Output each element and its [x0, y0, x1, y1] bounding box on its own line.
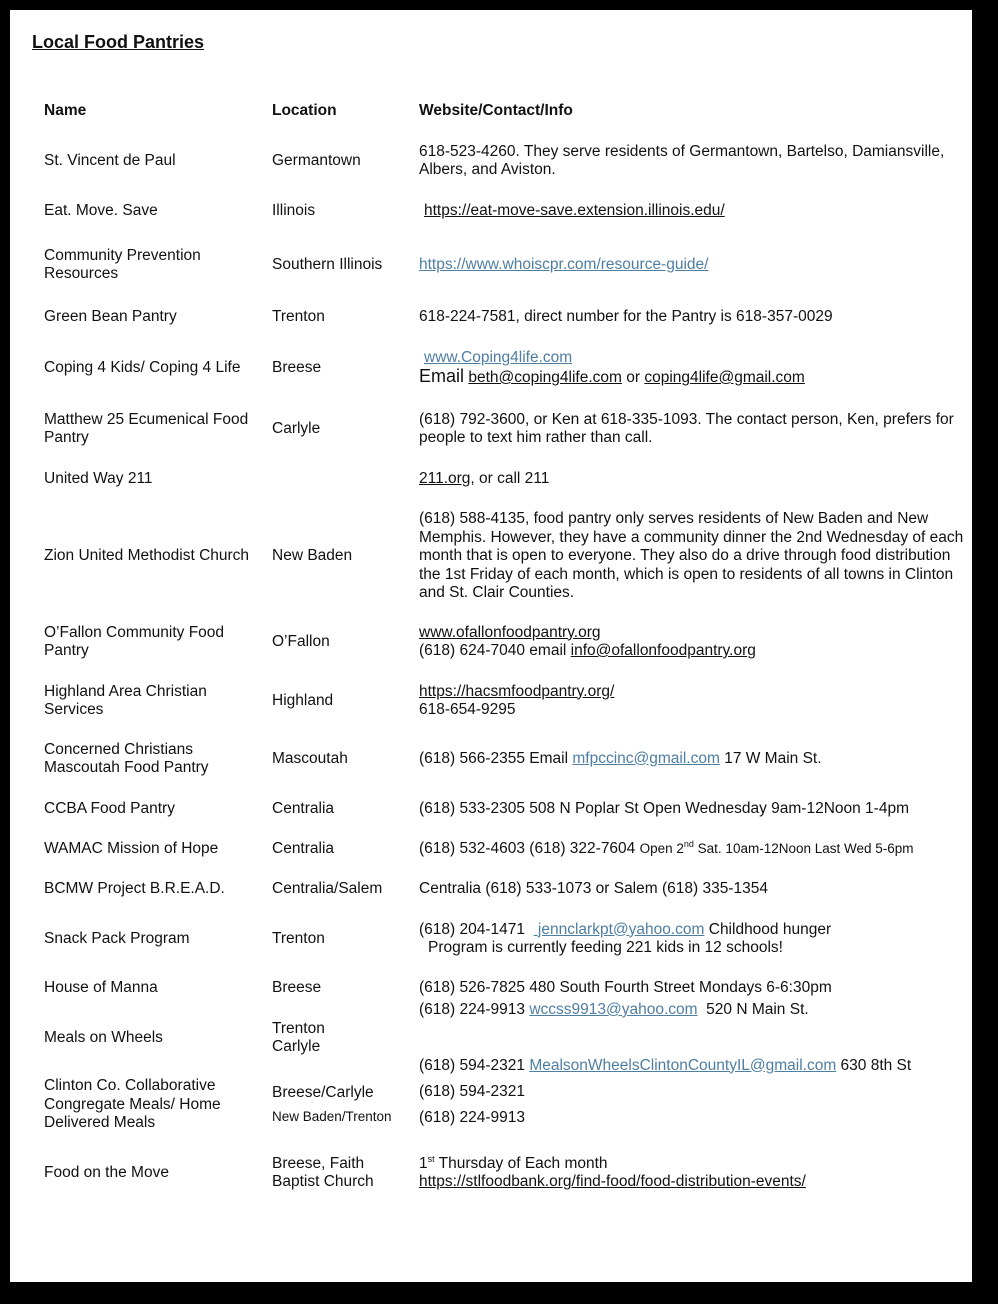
pantry-location: Highland: [272, 691, 334, 709]
pantry-name: O’Fallon Community Food Pantry: [44, 623, 225, 659]
table-row: [10, 682, 972, 720]
pantry-location: Trenton: [272, 307, 325, 325]
address-text: 17 W Main St.: [719, 749, 822, 767]
pantry-location: Breese: [272, 358, 322, 376]
table-row: [10, 347, 972, 389]
pantry-location: Southern Illinois: [272, 255, 383, 273]
pantry-info: (618) 526-7825 480 South Fourth Street Mondays 6-6:30pm: [419, 978, 832, 996]
location-line: Trenton: [272, 1019, 325, 1037]
table-row: [10, 509, 972, 604]
pantry-location: [272, 1019, 412, 1057]
email-link[interactable]: info@ofallonfoodpantry.org: [570, 642, 756, 659]
pantry-name: Food on the Move: [44, 1163, 169, 1181]
website-link[interactable]: 211.org: [419, 469, 471, 487]
table-row: [10, 920, 972, 958]
pantry-name: Green Bean Pantry: [44, 307, 177, 325]
table-row: [10, 879, 972, 899]
table-row: [10, 307, 972, 327]
info-text: Program is currently feeding 221 kids in 12 schools!: [428, 939, 783, 956]
phone-text: (618) 224-9913: [419, 1108, 525, 1126]
pantry-location: Carlyle: [272, 419, 321, 437]
address-text: 630 8th St: [836, 1056, 912, 1074]
table-row: [10, 201, 972, 221]
pantry-location: Trenton: [272, 929, 325, 947]
pantry-info: [419, 1077, 964, 1133]
phone-text: (618) 594-2321: [419, 1083, 525, 1100]
pantry-name: Snack Pack Program: [44, 929, 190, 947]
email-link[interactable]: MealsonWheelsClintonCountyIL@gmail.com: [529, 1056, 837, 1074]
pantry-name: Coping 4 Kids/ Coping 4 Life: [44, 358, 241, 376]
pantry-info: [419, 201, 964, 221]
website-link[interactable]: www.ofallonfoodpantry.org: [419, 623, 601, 641]
pantry-name: CCBA Food Pantry: [44, 799, 175, 817]
phone-text: (618) 204-1471: [419, 920, 534, 938]
phone-text: (618) 566-2355 Email: [419, 749, 573, 767]
website-link[interactable]: https://www.whoiscpr.com/resource-guide/: [419, 255, 709, 273]
info-text: Childhood hunger: [704, 920, 832, 938]
pantry-location: Centralia: [272, 839, 335, 857]
pantry-info: (618) 533-2305 508 N Poplar St Open Wednesday 9am-12Noon 1-4pm: [419, 799, 909, 817]
phone-text: (618) 224-9913: [419, 1001, 530, 1018]
phone-text: (618) 532-4603 (618) 322-7604: [419, 839, 640, 857]
table-row: [10, 1077, 972, 1133]
pantry-location: Breese, Faith Baptist Church: [272, 1154, 374, 1190]
pantry-info: [419, 1001, 964, 1074]
phone-text: 618-654-9295: [419, 701, 516, 718]
ordinal-suffix: nd: [683, 838, 694, 849]
pantry-name: Highland Area Christian Services: [44, 682, 207, 718]
pantry-location: Germantown: [272, 151, 361, 169]
table-row: [10, 1001, 972, 1074]
pantry-name: WAMAC Mission of Hope: [44, 839, 219, 857]
pantry-name: Matthew 25 Ecumenical Food Pantry: [44, 410, 249, 446]
table-row: [10, 1154, 972, 1192]
table-row: [10, 740, 972, 778]
ordinal-suffix: st: [427, 1153, 435, 1164]
info-text: Thursday of Each month: [434, 1154, 608, 1172]
header-name: Name: [44, 101, 87, 119]
pantry-name: Community Prevention Resources: [44, 246, 201, 282]
pantry-info: (618) 792-3600, or Ken at 618-335-1093. The contact person, Ken, prefers for people to text him rather than call.: [419, 410, 954, 446]
table-row: [10, 839, 972, 859]
location-line: Carlyle: [272, 1038, 321, 1055]
pantry-info: [419, 246, 964, 284]
pantry-info: [419, 623, 964, 661]
pantry-location: Breese: [272, 978, 322, 996]
pantry-info: (618) 588-4135, food pantry only serves residents of New Baden and New Memphis. However, they have a community dinner the 2nd Wednesday of each month that is open to everyone. They also do a drive through food distribution the 1st Friday of each month, which is open to residents of all towns in Clinton and St. Clair Counties.: [419, 510, 964, 602]
website-link[interactable]: https://hacsmfoodpantry.org/: [419, 682, 615, 700]
pantry-location: Centralia/Salem: [272, 879, 383, 897]
pantry-info: 618-224-7581, direct number for the Pantry is 618-357-0029: [419, 307, 833, 325]
pantry-name: Clinton Co. Collaborative Congregate Meals/ Home Delivered Meals: [44, 1077, 221, 1132]
header-location: Location: [272, 101, 337, 119]
pantry-name: House of Manna: [44, 978, 158, 996]
pantry-location: Illinois: [272, 201, 316, 219]
pantry-location: [272, 1077, 412, 1133]
pantry-location: [272, 469, 412, 489]
email-link[interactable]: jennclarkpt@yahoo.com: [533, 920, 705, 938]
website-link[interactable]: https://eat-move-save.extension.illinois.edu/: [424, 201, 725, 219]
pantry-location: Centralia: [272, 799, 335, 817]
pantry-location: O’Fallon: [272, 632, 330, 650]
table-header: [10, 100, 972, 122]
pantry-name: Concerned Christians Mascoutah Food Pantry: [44, 740, 209, 776]
pantry-info: [419, 347, 964, 389]
pantry-info: [419, 740, 964, 778]
pantry-location: New Baden: [272, 547, 353, 565]
pantry-name: Meals on Wheels: [44, 1028, 163, 1046]
email-link[interactable]: mfpccinc@gmail.com: [572, 749, 720, 767]
pantry-name: St. Vincent de Paul: [44, 151, 176, 169]
or-text: or: [626, 369, 641, 386]
pantry-info: [419, 469, 964, 489]
pantry-info: 618-523-4260. They serve residents of Germantown, Bartelso, Damiansville, Albers, and Aviston.: [419, 142, 945, 178]
ordinal-number: 1: [419, 1154, 428, 1172]
header-info: Website/Contact/Info: [419, 101, 573, 119]
pantry-name: BCMW Project B.R.E.A.D.: [44, 879, 225, 897]
website-link[interactable]: www.Coping4life.com: [424, 348, 573, 366]
location-line: New Baden/Trenton: [272, 1109, 392, 1124]
table-row: [10, 246, 972, 284]
pantry-info: [419, 682, 964, 720]
pantry-name: United Way 211: [44, 469, 153, 487]
email-link[interactable]: beth@coping4life.com: [468, 369, 622, 386]
table-row: [10, 623, 972, 661]
phone-text: (618) 594-2321: [419, 1056, 530, 1074]
pantry-location: Mascoutah: [272, 749, 348, 767]
hours-text: Open 2: [639, 840, 684, 856]
email-link[interactable]: coping4life@gmail.com: [644, 369, 805, 386]
pantry-info: Centralia (618) 533-1073 or Salem (618) 335-1354: [419, 879, 768, 897]
website-link[interactable]: https://stlfoodbank.org/find-food/food-distribution-events/: [419, 1173, 806, 1190]
email-link[interactable]: wccss9913@yahoo.com: [529, 1001, 698, 1018]
info-text: , or call 211: [470, 469, 550, 487]
phone-text: (618) 624-7040 email: [419, 642, 571, 659]
pantry-name: Eat. Move. Save: [44, 201, 158, 219]
page-title: Local Food Pantries: [32, 32, 205, 52]
pantry-info: [419, 920, 964, 958]
table-row: [10, 469, 972, 489]
address-text: 520 N Main St.: [697, 1001, 809, 1018]
table-row: [10, 799, 972, 819]
table-row: [10, 410, 972, 448]
location-line: Breese/Carlyle: [272, 1083, 374, 1101]
pantry-info: [419, 839, 964, 859]
email-label: Email: [419, 366, 465, 386]
table-row: [10, 142, 972, 180]
pantry-name: Zion United Methodist Church: [44, 547, 250, 565]
pantry-info: [419, 1154, 964, 1192]
hours-text: Sat. 10am-12Noon Last Wed 5-6pm: [693, 840, 914, 856]
page: [10, 10, 972, 1282]
